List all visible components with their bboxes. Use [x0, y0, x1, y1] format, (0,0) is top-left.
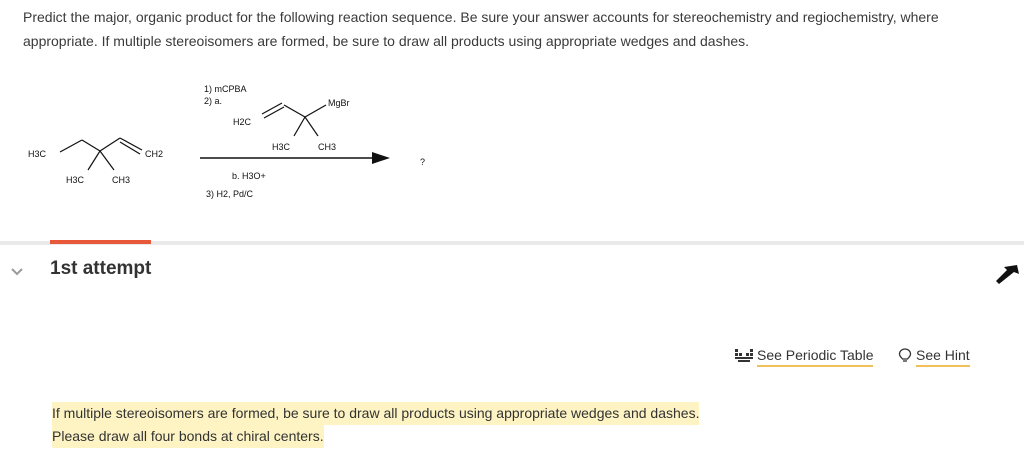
chevron-down-icon[interactable]	[10, 264, 24, 282]
reagent-step-2b: b. H3O+	[232, 171, 266, 181]
reagent-step-3: 3) H2, Pd/C	[206, 189, 254, 199]
reaction-scheme-svg	[0, 80, 480, 220]
periodic-table-label: See Periodic Table	[757, 347, 873, 367]
question-line-1: Predict the major, organic product for the following reaction sequence. Be sure your answer accounts for stereochemistry and regiochemistry, where	[23, 9, 939, 25]
question-line-2: appropriate. If multiple stereoisomers are formed, be sure to draw all products using appropriate wedges and dashes.	[23, 33, 750, 49]
grignard-structure	[262, 103, 326, 136]
section-divider	[0, 241, 1024, 245]
instructions-note	[52, 402, 699, 448]
pin-icon[interactable]	[993, 262, 1023, 289]
lightbulb-icon	[898, 348, 912, 367]
see-hint-link[interactable]	[898, 347, 970, 367]
product-placeholder: ?	[420, 157, 426, 167]
reactant-structure	[60, 138, 142, 170]
reactant-ch3-bottom: CH3	[112, 175, 131, 185]
reagent-step-1: 1) mCPBA	[204, 84, 247, 94]
attempt-tab-indicator	[50, 240, 151, 244]
reactant-h3c-left: H3C	[28, 149, 47, 159]
question-text	[23, 5, 1003, 53]
grignard-ch3: CH3	[318, 142, 337, 152]
instructions-line-1: If multiple stereoisomers are formed, be sure to draw all products using appropriate wedges and dashes.	[52, 402, 699, 425]
periodic-table-icon	[735, 349, 753, 366]
grignard-h3c: H3C	[272, 142, 291, 152]
see-hint-label: See Hint	[916, 347, 970, 367]
instructions-line-2: Please draw all four bonds at chiral centers.	[52, 425, 324, 448]
grignard-h2c: H2C	[233, 117, 252, 127]
attempt-title: 1st attempt	[50, 258, 152, 279]
periodic-table-link[interactable]	[735, 347, 873, 367]
reaction-scheme	[0, 80, 480, 225]
reaction-arrow	[200, 152, 390, 164]
reactant-h3c-bottom: H3C	[66, 175, 85, 185]
reactant-ch2: CH2	[145, 149, 164, 159]
grignard-mgbr: MgBr	[328, 98, 350, 108]
reagent-step-2a: 2) a.	[204, 96, 223, 106]
